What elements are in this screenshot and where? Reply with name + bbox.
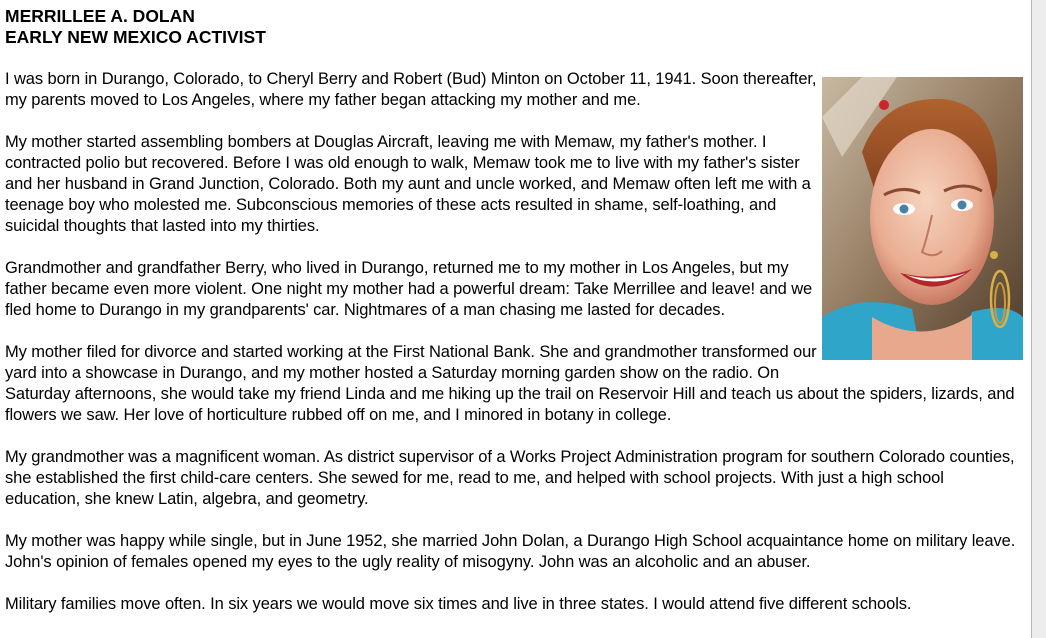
paragraph-2: My mother started assembling bombers at Douglas Aircraft, leaving me with Memaw, my father's mother. I contracted polio but recovered. Before I was old enough to walk, Memaw took me to live with my father's sister and her husband in Grand Junction, Colorado. Both my aunt and uncle worked, and Memaw often left me with a teenage boy who molested me. Subconscious memories of these acts resulted in shame, self-loathing, and suicidal thoughts that lasted into my thirties. (5, 133, 811, 235)
author-portrait (822, 77, 1023, 360)
paragraph-1: I was born in Durango, Colorado, to Cheryl Berry and Robert (Bud) Minton on October 11, 1941. Soon thereafter, my parents moved to Los Angeles, where my father began attacking my mother and me. (5, 70, 817, 109)
window-edge-scrollbar[interactable] (1031, 0, 1046, 638)
document-body (5, 6, 1023, 615)
paragraph-6: My mother was happy while single, but in June 1952, she married John Dolan, a Durango High School acquaintance home on military leave. John's opinion of females opened my eyes to the ugly reality of misogyny. John was an alcoholic and an abuser. (5, 532, 1016, 571)
paragraph-5: My grandmother was a magnificent woman. As district supervisor of a Works Project Administration program for southern Colorado counties, she established the first child-care centers. She sewed for me, read to me, and helped with school projects. With just a high school education, she knew Latin, algebra, and geometry. (5, 448, 1015, 508)
paragraph-7: Military families move often. In six years we would move six times and live in three states. I would attend five different schools. (5, 595, 912, 613)
paragraph-3: Grandmother and grandfather Berry, who lived in Durango, returned me to my mother in Los Angeles, but my father became even more violent. One night my mother had a powerful dream: Take Merrillee and leave! and we fled home to Durango in my grandparents' car. Nightmares of a man chasing me lasted for decades. (5, 259, 813, 319)
paragraph-4: My mother filed for divorce and started working at the First National Bank. She and grandmother transformed our yard into a showcase in Durango, and my mother hosted a Saturday morning garden show on the radio. On Saturday afternoons, she would take my friend Linda and me hiking up the trail on Reservoir Hill and teach us about the spiders, lizards, and flowers we saw. Her love of horticulture rubbed off on me, and I minored in botany in college. (5, 343, 1015, 424)
author-subtitle: EARLY NEW MEXICO ACTIVIST (5, 27, 266, 47)
author-name: MERRILLEE A. DOLAN (5, 6, 195, 26)
